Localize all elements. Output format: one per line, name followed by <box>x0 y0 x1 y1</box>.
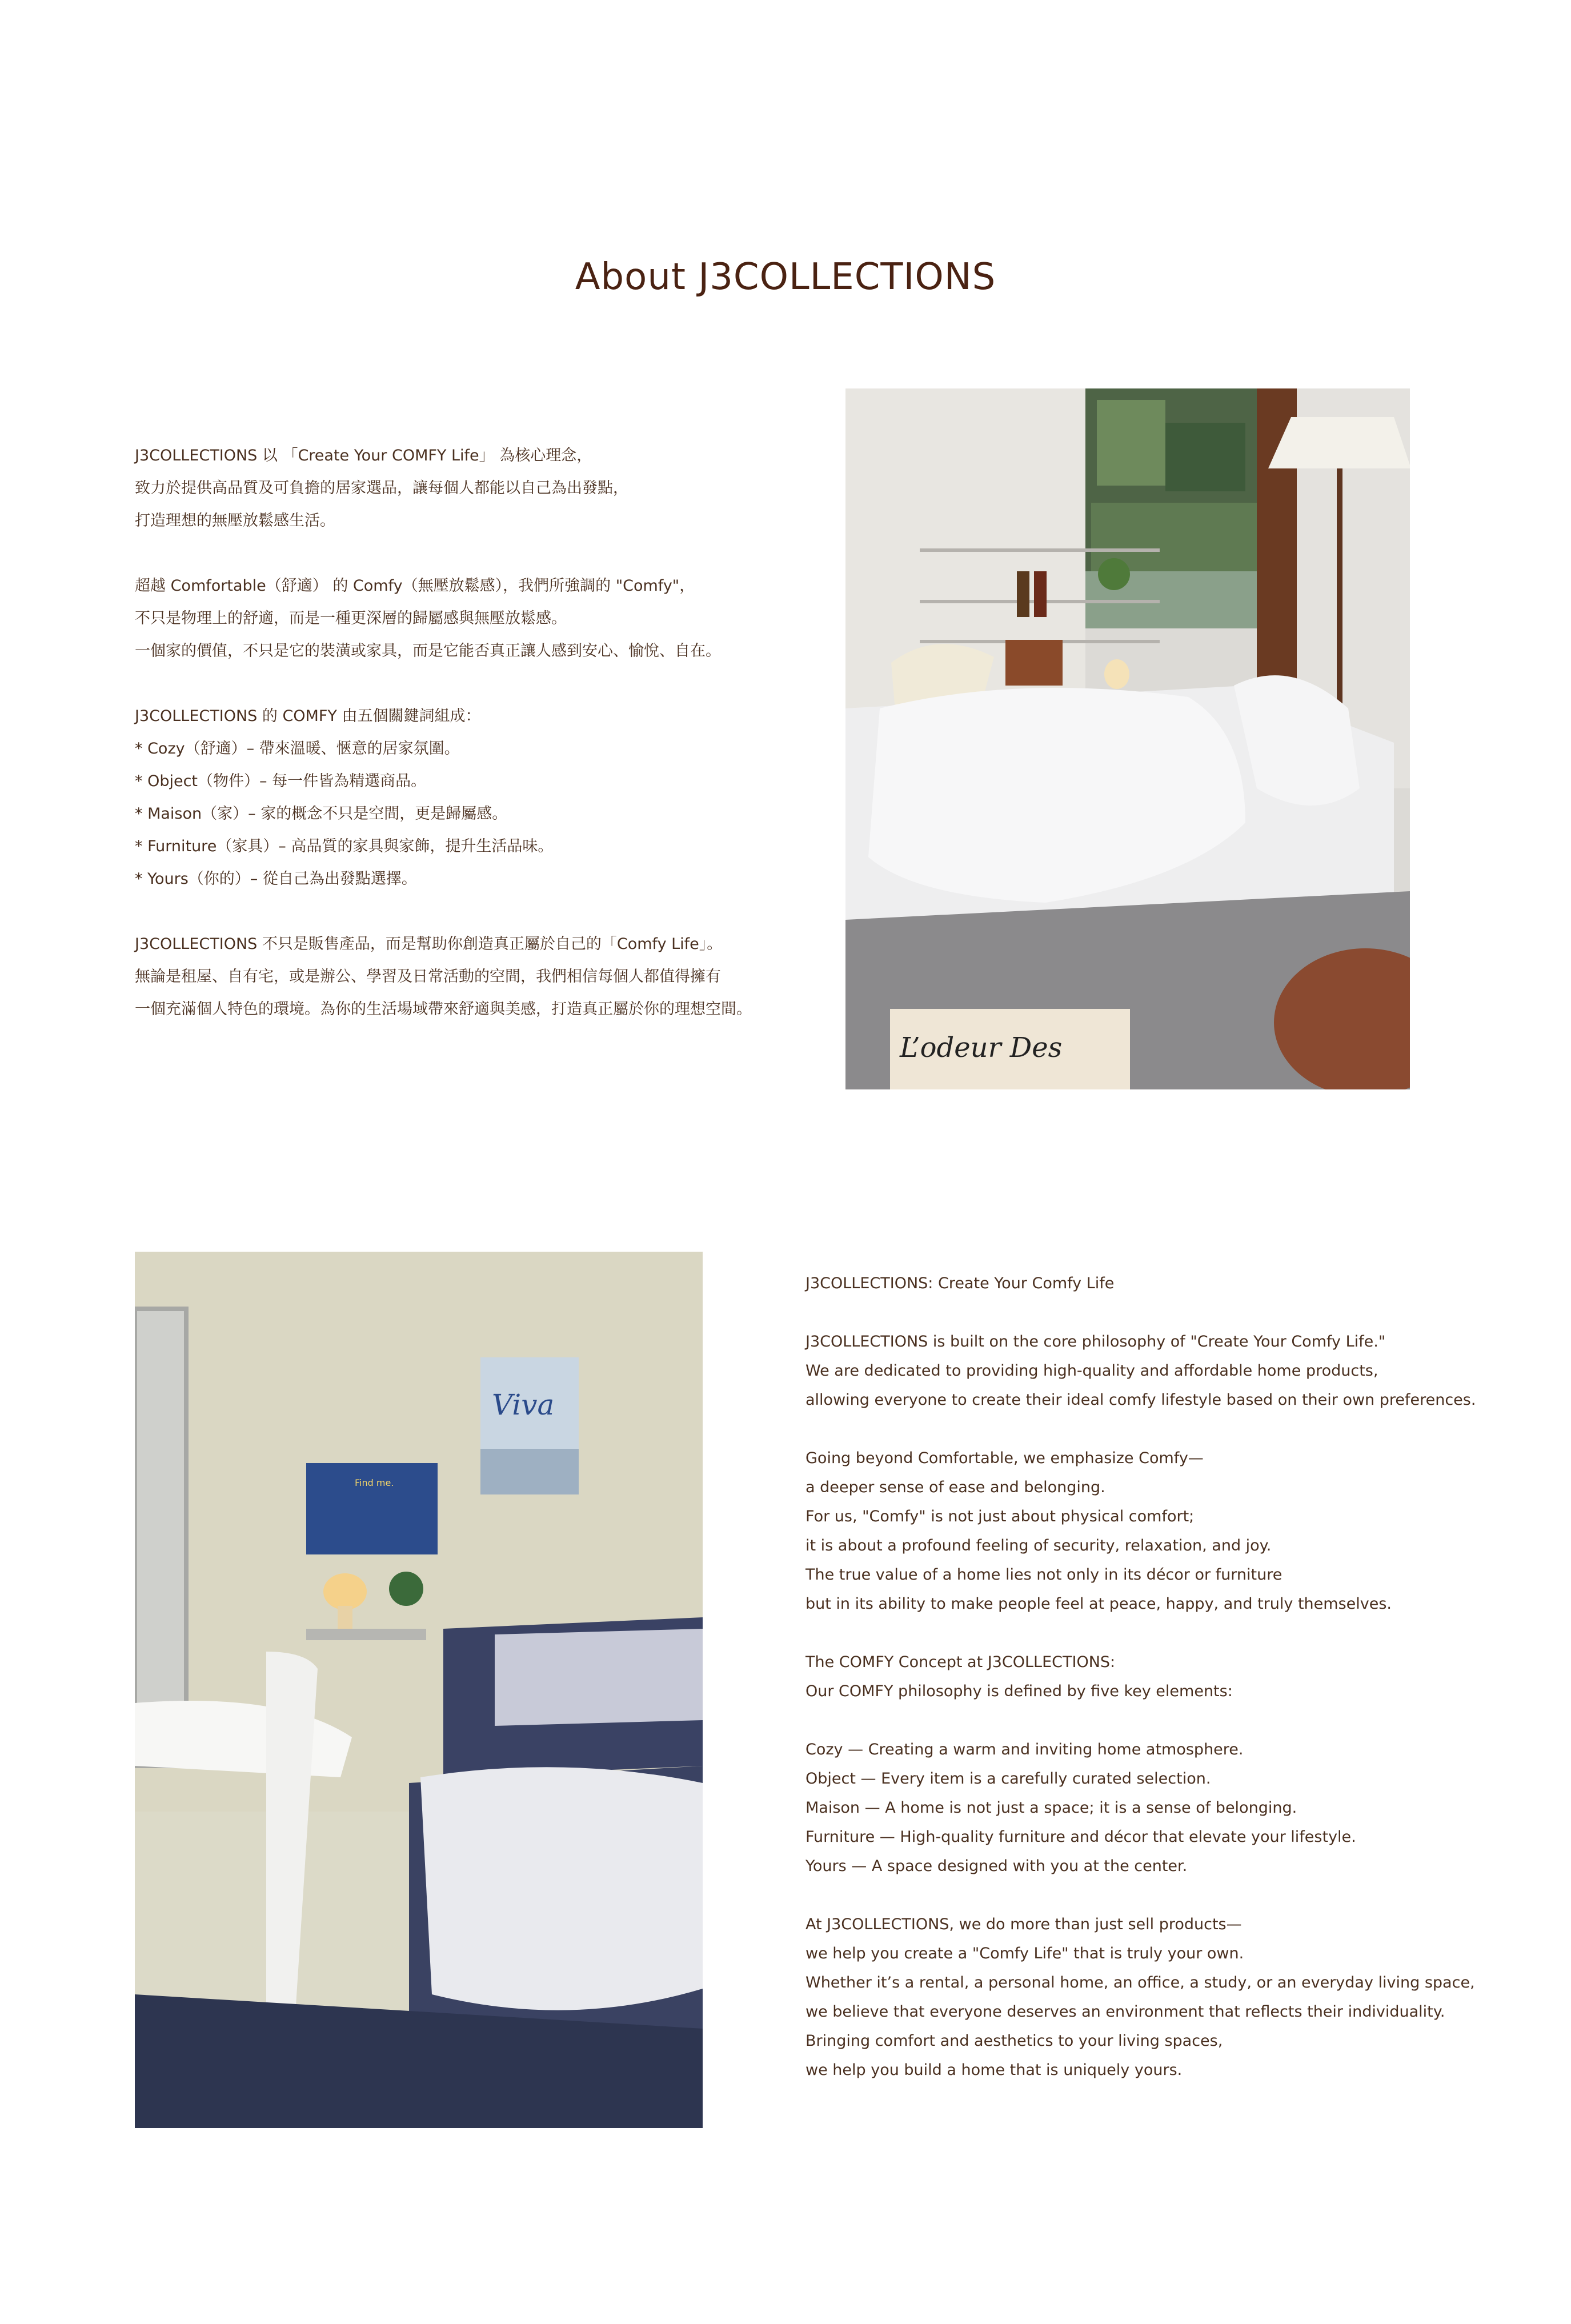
text-line: 無論是租屋、自有宅，或是辦公、學習及日常活動的空間，我們相信每個人都值得擁有 <box>135 968 721 985</box>
poster-right-text: Viva <box>492 1388 555 1421</box>
text-line: J3COLLECTIONS 以 「Create Your COMFY Life」 為核心理念， <box>135 447 592 464</box>
text-line: * Maison（家）– 家的概念不只是空間，更是歸屬感。 <box>135 805 508 823</box>
text-line: At J3COLLECTIONS, we do more than just sell products— <box>805 1916 1242 1933</box>
text-line: J3COLLECTIONS 的 COMFY 由五個關鍵詞組成： <box>135 707 481 725</box>
rug-text: L’odeur Des <box>900 1032 1063 1064</box>
text-line: we help you build a home that is uniquely yours. <box>805 2061 1183 2079</box>
text-line: 不只是物理上的舒適，而是一種更深層的歸屬感與無壓放鬆感。 <box>135 610 567 627</box>
text-line: Whether it’s a rental, a personal home, an office, a study, or an everyday living space, <box>805 1974 1475 1992</box>
text-line: 一個家的價值，不只是它的裝潢或家具，而是它能否真正讓人感到安心、愉悅、自在。 <box>135 642 721 660</box>
text-line: 致力於提供高品質及可負擔的居家選品，讓每個人都能以自己為出發點， <box>135 479 628 497</box>
text-line: 一個充滿個人特色的環境。為你的生活場域帶來舒適與美感，打造真正屬於你的理想空間。 <box>135 1000 752 1018</box>
text-line: Object — Every item is a carefully curated selection. <box>805 1770 1211 1788</box>
text-line: we believe that everyone deserves an environment that reflects their individuality. <box>805 2003 1445 2021</box>
poster-left-text: Find me. <box>355 1477 394 1488</box>
text-line: 打造理想的無壓放鬆感生活。 <box>135 512 335 530</box>
text-line: Bringing comfort and aesthetics to your living spaces, <box>805 2032 1223 2050</box>
workspace-photo <box>135 1252 703 2128</box>
text-line: Furniture — High-quality furniture and décor that elevate your lifestyle. <box>805 1828 1356 1846</box>
text-line: Our COMFY philosophy is defined by five key elements: <box>805 1682 1233 1700</box>
intro-english <box>805 1269 1476 2085</box>
text-line: * Furniture（家具）– 高品質的家具與家飾，提升生活品味。 <box>135 838 554 855</box>
text-line: For us, "Comfy" is not just about physical comfort; <box>805 1508 1195 1525</box>
text-line: Going beyond Comfortable, we emphasize Comfy— <box>805 1449 1204 1467</box>
text-line: We are dedicated to providing high-quality and affordable home products, <box>805 1362 1378 1380</box>
text-line: The COMFY Concept at J3COLLECTIONS: <box>805 1653 1116 1671</box>
text-line: it is about a profound feeling of security, relaxation, and joy. <box>805 1537 1272 1554</box>
text-line: * Yours（你的）– 從自己為出發點選擇。 <box>135 870 417 888</box>
page-title: About J3COLLECTIONS <box>575 255 996 298</box>
text-line: * Cozy（舒適）– 帶來溫暖、愜意的居家氛圍。 <box>135 740 460 758</box>
text-line: J3COLLECTIONS 不只是販售產品，而是幫助你創造真正屬於自己的「Comfy Life」。 <box>135 935 723 953</box>
text-line: J3COLLECTIONS: Create Your Comfy Life <box>805 1275 1115 1292</box>
bedroom-photo <box>845 388 1410 1089</box>
intro-chinese <box>135 439 752 1025</box>
text-line: J3COLLECTIONS is built on the core philosophy of "Create Your Comfy Life." <box>805 1333 1386 1351</box>
text-line: Maison — A home is not just a space; it is a sense of belonging. <box>805 1799 1297 1817</box>
text-line: Yours — A space designed with you at the center. <box>805 1857 1188 1875</box>
text-line: * Object（物件）– 每一件皆為精選商品。 <box>135 772 427 790</box>
text-line: but in its ability to make people feel at peace, happy, and truly themselves. <box>805 1595 1392 1613</box>
text-line: a deeper sense of ease and belonging. <box>805 1478 1105 1496</box>
text-line: allowing everyone to create their ideal comfy lifestyle based on their own preferences. <box>805 1391 1476 1409</box>
text-line: The true value of a home lies not only in its décor or furniture <box>805 1566 1283 1584</box>
text-line: 超越 Comfortable（舒適） 的 Comfy（無壓放鬆感），我們所強調的 "Comfy"， <box>135 577 695 595</box>
text-line: we help you create a "Comfy Life" that is truly your own. <box>805 1945 1244 1962</box>
text-line: Cozy — Creating a warm and inviting home atmosphere. <box>805 1741 1244 1758</box>
